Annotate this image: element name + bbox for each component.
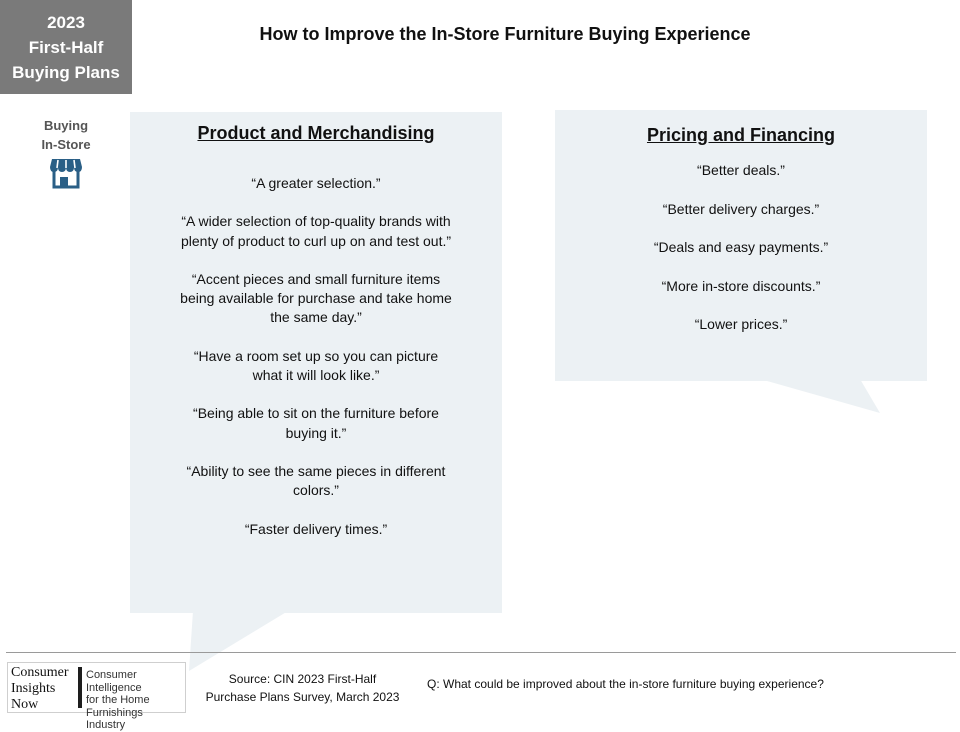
section-label <box>20 116 112 154</box>
pricing-quotes-list <box>555 161 927 334</box>
survey-question: Q: What could be improved about the in-store furniture buying experience? <box>427 677 824 691</box>
quote-item: “A wider selection of top-quality brands with plenty of product to curl up on and test out.” <box>180 213 452 249</box>
quote-item: “Deals and easy payments.” <box>653 239 829 255</box>
footer-divider <box>6 652 956 653</box>
logo-tagline-line1: Consumer Intelligence <box>86 669 142 694</box>
right-bubble-tail <box>760 379 885 415</box>
page-title: How to Improve the In-Store Furniture Buying Experience <box>259 24 751 44</box>
pricing-financing-bubble <box>555 110 927 381</box>
quote-item: “Being able to sit on the furniture before buying it.” <box>193 405 439 441</box>
product-quotes-list <box>130 174 502 539</box>
quote-item: “Accent pieces and small furniture items being available for purchase and take home the same day.” <box>180 270 452 326</box>
logo-wordmark <box>8 663 74 712</box>
logo-word-consumer: Consumer <box>11 665 69 680</box>
source-line1: Source: CIN 2023 First-Half <box>228 672 377 686</box>
left-bubble-tail <box>188 611 288 671</box>
logo-tagline-line2: for the Home <box>86 694 150 706</box>
logo-tagline-line3: Furnishings Industry <box>86 706 143 731</box>
storefront-icon <box>49 157 83 189</box>
product-merchandising-heading: Product and Merchandising <box>197 123 435 143</box>
buying-plans-badge <box>0 0 132 94</box>
quote-item: “A greater selection.” <box>251 175 381 191</box>
section-label-line1: Buying <box>43 118 89 133</box>
badge-period: First-Half <box>28 37 104 57</box>
product-merchandising-bubble <box>130 112 502 613</box>
source-note <box>200 671 405 706</box>
quote-item: “Have a room set up so you can picture what it will look like.” <box>193 347 439 384</box>
quote-item: “More in-store discounts.” <box>661 277 821 294</box>
logo-word-now: Now <box>11 697 39 712</box>
quote-item: “Faster delivery times.” <box>244 520 388 537</box>
quote-item: “Lower prices.” <box>694 316 788 332</box>
logo-tagline <box>86 669 184 732</box>
quote-item: “Ability to see the same pieces in different colors.” <box>186 462 446 499</box>
consumer-insights-now-logo <box>7 662 186 731</box>
pricing-financing-heading: Pricing and Financing <box>646 125 835 145</box>
source-line2: Purchase Plans Survey, March 2023 <box>205 689 400 704</box>
quote-item: “Better deals.” <box>697 162 785 178</box>
logo-divider-bar <box>78 667 82 708</box>
logo-word-insights: Insights <box>11 681 56 696</box>
quote-item: “Better delivery charges.” <box>662 200 820 217</box>
badge-label: Buying Plans <box>12 62 120 82</box>
section-label-line2: In-Store <box>41 137 91 152</box>
badge-year: 2023 <box>47 12 85 32</box>
